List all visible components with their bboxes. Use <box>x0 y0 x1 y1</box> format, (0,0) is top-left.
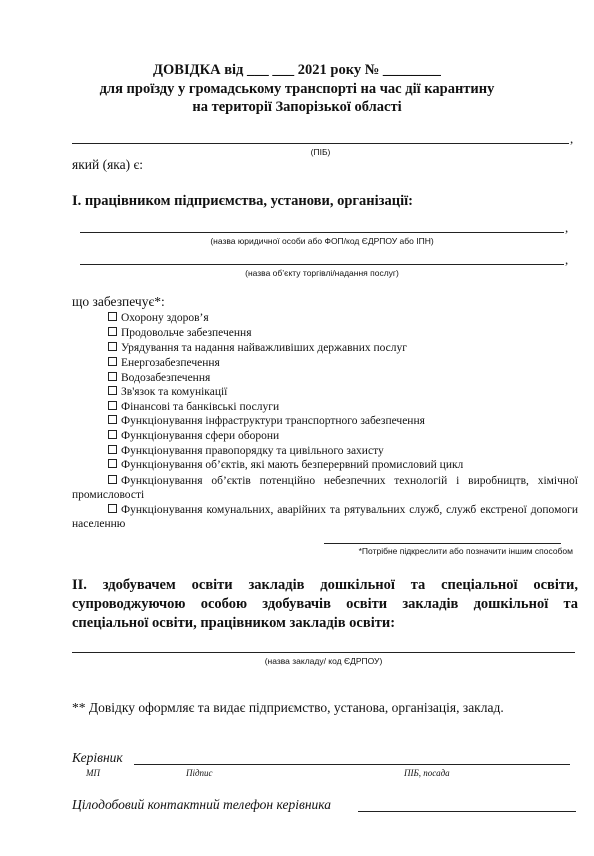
checkbox-option[interactable]: Фінансові та банківські послуги <box>108 401 279 413</box>
checkbox-option[interactable]: Продовольче забезпечення <box>108 327 252 339</box>
checkbox-icon[interactable] <box>108 342 117 351</box>
checkbox-option[interactable]: Енергозабезпечення <box>108 357 220 369</box>
checkbox-option-emergency[interactable]: Функціонування комунальних, аварійних та рятувальних служб, служб екстреної допомоги населенню <box>72 504 578 530</box>
checkbox-icon[interactable] <box>108 312 117 321</box>
checkbox-option[interactable]: Зв'язок та комунікації <box>108 386 227 398</box>
section-2-heading: II. здобувачем освіти закладів дошкільної та спеціальної освіти, супроводжуючою особою здобувачів освіти закладів дошкільної та спеціальної освіти, працівником закладів освіти: <box>72 577 578 631</box>
full-name-comma: , <box>570 131 574 146</box>
full-name-caption: (ПІБ) <box>310 147 331 157</box>
trade-object-caption: (назва об’єкту торгівлі/надання послуг) <box>245 268 399 278</box>
footnote: *Потрібне підкреслити або позначити іншим способом <box>358 546 573 556</box>
checkbox-option-hazardous[interactable]: Функціонування об’єктів потенційно небезпечних технологій і виробництв, хімічної промисловості <box>72 475 578 501</box>
checkbox-icon[interactable] <box>108 459 117 468</box>
checkbox-icon[interactable] <box>108 415 117 424</box>
provides-label: що забезпечує*: <box>72 294 165 309</box>
checkbox-icon[interactable] <box>108 475 117 484</box>
checkbox-option[interactable]: Функціонування інфраструктури транспортного забезпечення <box>108 415 425 427</box>
issuer-note: ** Довідку оформляє та видає підприємство, установа, організація, заклад. <box>72 700 504 715</box>
institution-line[interactable] <box>72 652 575 653</box>
checkbox-icon[interactable] <box>108 372 117 381</box>
document-subtitle: для проїзду у громадському транспорті на час дії карантину <box>99 81 495 97</box>
manager-signature-line[interactable] <box>134 764 570 765</box>
checkbox-icon[interactable] <box>108 357 117 366</box>
stamp-label: МП <box>86 768 100 778</box>
checkbox-icon[interactable] <box>108 445 117 454</box>
legal-entity-line[interactable] <box>80 232 564 233</box>
name-position-label: ПІБ, посада <box>404 768 450 778</box>
full-name-line[interactable] <box>72 143 569 144</box>
legal-entity-caption: (назва юридичної особи або ФОП/код ЄДРПОУ або ІПН) <box>210 236 434 246</box>
document-subtitle-region: на території Запорізької області <box>192 99 402 115</box>
checkbox-icon[interactable] <box>108 504 117 513</box>
phone-line[interactable] <box>358 811 576 812</box>
institution-caption: (назва закладу/ код ЄДРПОУ) <box>264 656 383 666</box>
checkbox-option[interactable]: Урядування та надання найважливіших державних послуг <box>108 342 407 354</box>
who-label: який (яка) є: <box>72 157 144 172</box>
phone-label: Цілодобовий контактний телефон керівника <box>72 797 332 812</box>
footnote-rule <box>324 543 561 544</box>
checkbox-option[interactable]: Функціонування об’єктів, які мають безперервний промисловий цикл <box>108 459 463 471</box>
checkbox-icon[interactable] <box>108 430 117 439</box>
manager-label: Керівник <box>72 750 123 765</box>
checkbox-option[interactable]: Охорону здоров’я <box>108 312 209 324</box>
checkbox-icon[interactable] <box>108 401 117 410</box>
checkbox-icon[interactable] <box>108 327 117 336</box>
section-1-heading: I. працівником підприємства, установи, організації: <box>72 193 413 209</box>
trade-object-line[interactable] <box>80 264 564 265</box>
document-title: ДОВІДКА від ___ ___ 2021 року № ________ <box>153 62 441 78</box>
signature-label: Підпис <box>186 768 213 778</box>
checkbox-option[interactable]: Функціонування правопорядку та цивільного захисту <box>108 445 384 457</box>
trade-object-comma: , <box>565 252 569 267</box>
checkbox-option[interactable]: Функціонування сфери оборони <box>108 430 279 442</box>
checkbox-icon[interactable] <box>108 386 117 395</box>
legal-entity-comma: , <box>565 220 569 235</box>
checkbox-option[interactable]: Водозабезпечення <box>108 372 210 384</box>
